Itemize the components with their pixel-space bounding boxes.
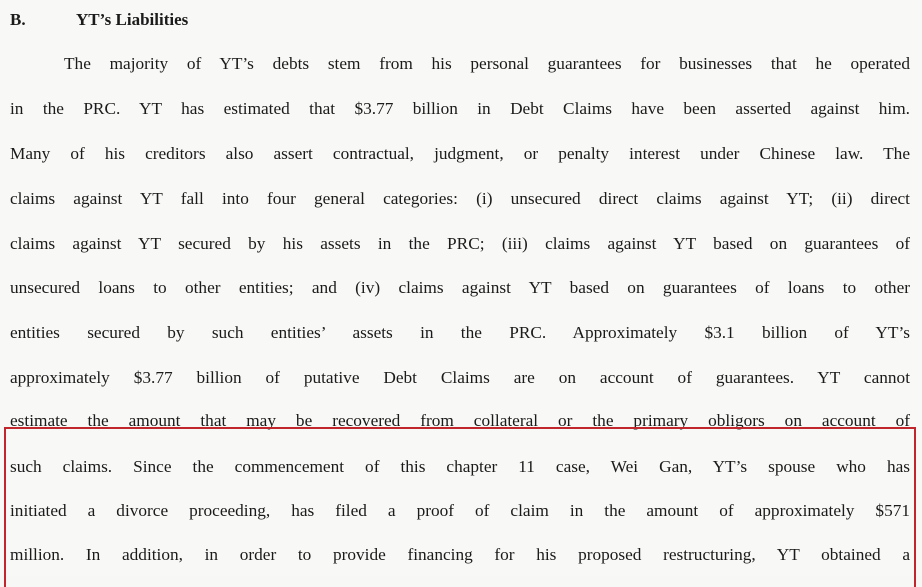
paragraph-line: claims against YT fall into four general categories: (i) unsecured direct claims against YT; (ii) direct — [10, 189, 910, 208]
section-number: B. — [10, 10, 26, 29]
paragraph-line: initiated a divorce proceeding, has filed a proof of claim in the amount of approximately $571 — [10, 501, 910, 520]
paragraph-line: in the PRC. YT has estimated that $3.77 billion in Debt Claims have been asserted against him. — [10, 99, 910, 118]
paragraph-line: claims against YT secured by his assets in the PRC; (iii) claims against YT based on guarantees of — [10, 234, 910, 253]
section-title: YT’s Liabilities — [76, 10, 189, 29]
paragraph-line: million. In addition, in order to provide financing for his proposed restructuring, YT obtained a — [10, 545, 910, 564]
paragraph-line: estimate the amount that may be recovered from collateral or the primary obligors on account of — [10, 411, 910, 430]
paragraph-line: approximately $3.77 billion of putative Debt Claims are on account of guarantees. YT cannot — [10, 368, 910, 387]
paragraph-line: The majority of YT’s debts stem from his personal guarantees for businesses that he operated — [64, 54, 910, 73]
paragraph-line: entities secured by such entities’ assets in the PRC. Approximately $3.1 billion of YT’s — [10, 323, 910, 342]
section-heading — [10, 10, 188, 30]
paragraph-line: Many of his creditors also assert contractual, judgment, or penalty interest under Chinese law. The — [10, 144, 910, 163]
paragraph-line: unsecured loans to other entities; and (iv) claims against YT based on guarantees of loans to other — [10, 278, 910, 297]
paragraph-line: such claims. Since the commencement of this chapter 11 case, Wei Gan, YT’s spouse who has — [10, 457, 910, 476]
